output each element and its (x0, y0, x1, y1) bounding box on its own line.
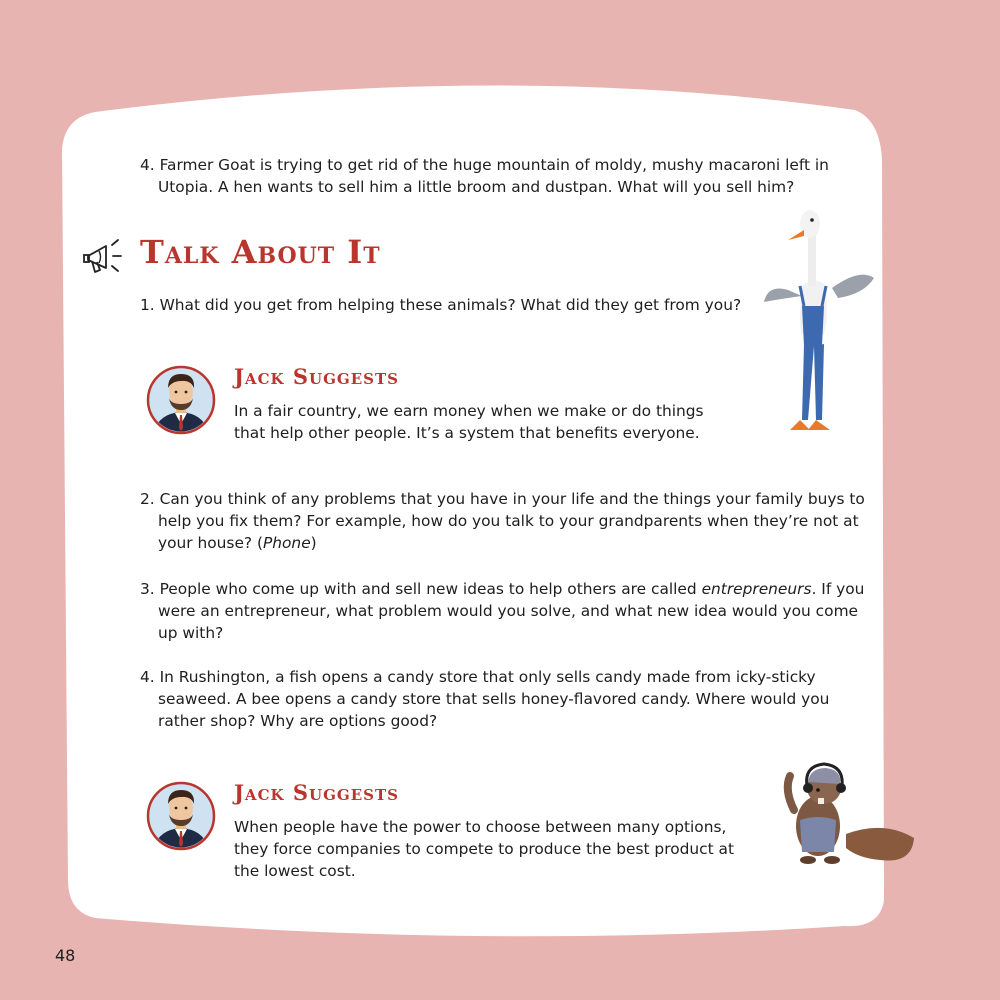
question-text: In Rushington, a fish opens a candy store that only sells candy made from icky-sticky seaweed. A bee opens a candy store that sells honey-flavored candy. Where would you rather shop? Why are options good? (158, 668, 830, 730)
question-italic-text: entrepreneurs (701, 580, 812, 598)
question-number: 2. (140, 490, 160, 508)
question-number: 4. (140, 156, 160, 174)
megaphone-icon (82, 236, 130, 280)
suggestion-text: When people have the power to choose between many options, they force companies to compete to produce the best product at the lowest cost. (234, 818, 734, 880)
section-title: Talk About It (140, 233, 381, 271)
seagull-illustration (762, 206, 877, 436)
suggestion-heading: Jack Suggests (234, 780, 399, 805)
question-text: People who come up with and sell new ideas to help others are called (159, 580, 702, 598)
question-italic-text: Phone (262, 534, 311, 552)
question-text-end: ) (310, 534, 317, 552)
question-item (140, 578, 868, 644)
beaver-illustration (774, 760, 920, 876)
suggestion-text: In a fair country, we earn money when we make or do things that help other people. It’s a system that benefits everyone. (234, 402, 704, 442)
question-item (140, 488, 868, 554)
question-item (140, 666, 868, 732)
question-text: Farmer Goat is trying to get rid of the huge mountain of moldy, mushy macaroni left in Utopia. A hen wants to sell him a little broom and dustpan. What will you sell him? (158, 156, 829, 196)
question-number: 1. (140, 296, 160, 314)
question-number: 4. (140, 668, 160, 686)
question-text: Can you think of any problems that you have in your life and the things your family buys to help you fix them? For example, how do you talk to your grandparents when they’re not at your house? ( (158, 490, 865, 552)
question-number: 3. (140, 580, 160, 598)
jack-avatar (145, 778, 217, 854)
question-item (140, 154, 868, 198)
question-text: What did you get from helping these animals? What did they get from you? (159, 296, 742, 314)
question-text-end: . If you were an entrepreneur, what problem would you solve, and what new idea would you come up with? (158, 580, 865, 642)
jack-avatar (145, 362, 217, 438)
question-item (140, 294, 868, 316)
page-number: 48 (55, 946, 76, 965)
suggestion-heading: Jack Suggests (234, 364, 399, 389)
